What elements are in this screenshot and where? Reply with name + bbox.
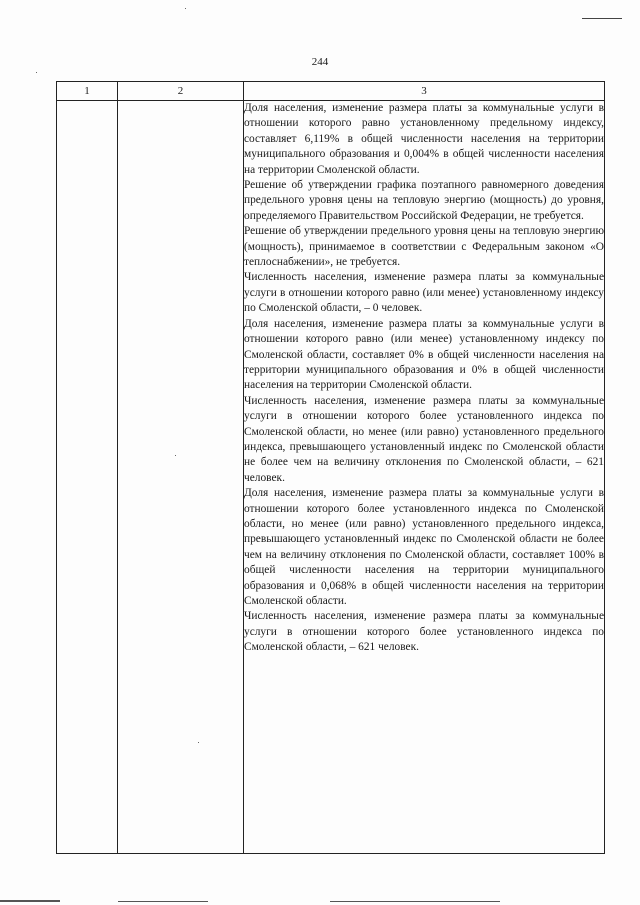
table-header-row [57,82,605,101]
paragraph: Численность населения, изменение размера платы за коммунальные услуги в отношении которого равно (или менее) установленному индексу по Смоленской области, – 0 человек. [244,271,604,315]
top-right-rule [582,18,622,19]
paragraph: Решение об утверждении предельного уровня цены на тепловую энергию (мощность), принимаемое в соответствии с Федеральным законом «О теплоснабжении», не требуется. [244,225,604,269]
scan-edge-mark [118,901,208,902]
paragraph: Численность населения, изменение размера платы за коммунальные услуги в отношении которого более установленного индекса по Смоленской области, – 621 человек. [244,610,604,654]
paragraph: Доля населения, изменение размера платы за коммунальные услуги в отношении которого равно (или менее) установленному индексу по Смоленской области, составляет 0% в общей численности населения на территории муниципального образования и 0% в общей численности населения на территории Смоленской области. [244,317,604,392]
column-3-cell [244,101,605,854]
scan-speck [198,742,199,743]
scan-edge-mark [0,900,60,902]
paragraph: Доля населения, изменение размера платы за коммунальные услуги в отношении которого равно установленному предельному индексу, составляет 6,119% в общей численности населения на территории муниципального образования и 0,004% в общей численности населения на территории Смоленской области. [244,102,604,176]
table-row [57,101,605,854]
scan-speck [185,8,186,9]
column-header-3: 3 [244,82,605,101]
column-2-cell [118,101,244,854]
scan-speck [175,455,176,456]
paragraph: Решение об утверждении графика поэтапного равномерного доведения предельного уровня цены на тепловую энергию (мощность) до уровня, определяемого Правительством Российской Федерации, не требуется. [244,179,604,222]
scan-speck [36,72,37,73]
content-table [56,81,605,854]
page-number: 244 [311,56,329,68]
column-header-1: 1 [57,82,118,101]
column-1-cell [57,101,118,854]
paragraph: Доля населения, изменение размера платы за коммунальные услуги в отношении которого более установленного индекса по Смоленской области, но менее (или равно) установленного предельного индекса, превышающего установленный индекс по Смоленской области не более чем на величину отклонения по Смоленской области, составляет 100% в общей численности населения на территории муниципального образования и 0,068% в общей численности населения на территории Смоленской области. [244,487,604,607]
scan-edge-mark [330,901,500,902]
column-header-2: 2 [118,82,244,101]
paragraph: Численность населения, изменение размера платы за коммунальные услуги в отношении которого более установленного индекса по Смоленской области, но менее (или равно) установленного предельного индекса, превышающего установленный индекс по Смоленской области не более чем на величину отклонения по Смоленской области, – 621 человек. [244,394,604,484]
